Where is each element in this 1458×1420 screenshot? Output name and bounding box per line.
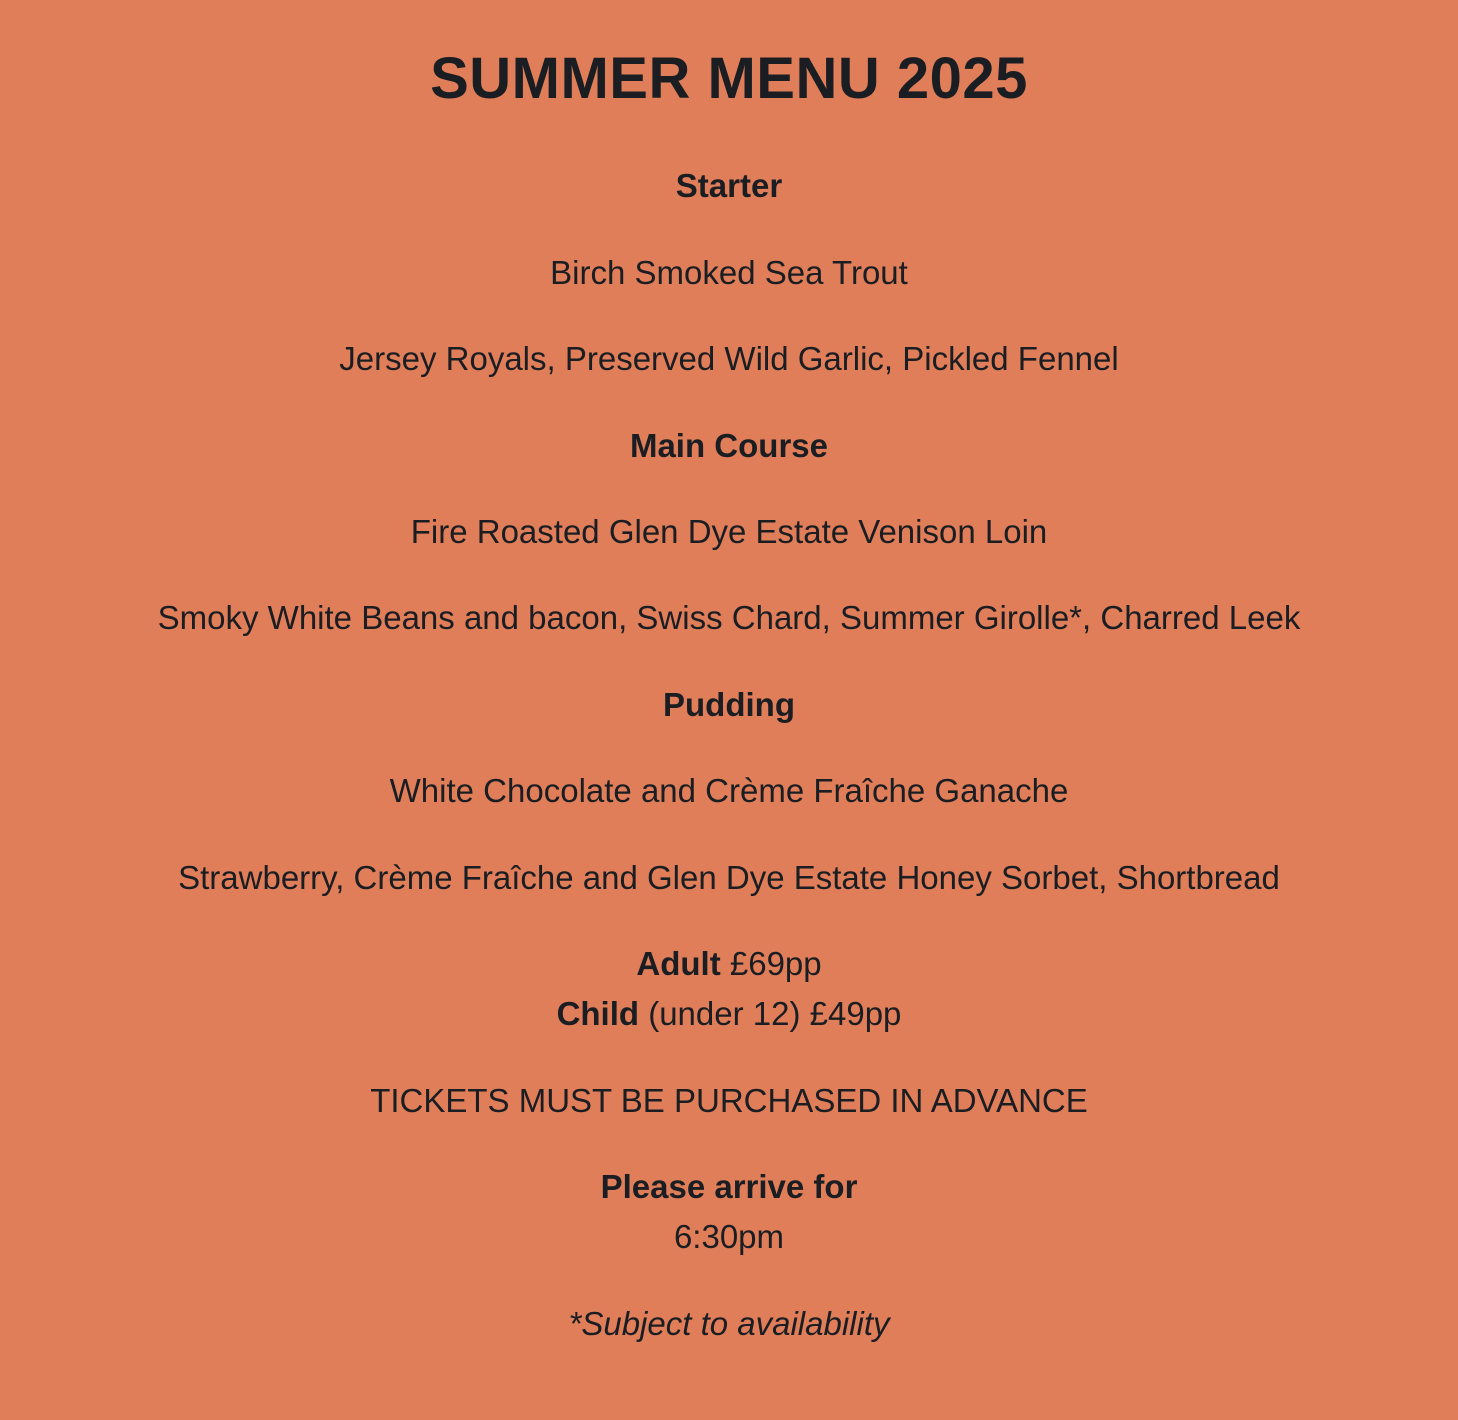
course-heading-pudding: Pudding <box>663 686 795 723</box>
adult-price-line <box>0 942 1458 986</box>
course-heading-main: Main Course <box>629 427 829 464</box>
adult-price: £69pp <box>729 945 822 982</box>
adult-label: Adult <box>636 945 721 982</box>
course-accompaniments-starter: Jersey Royals, Preserved Wild Garlic, Pickled Fennel <box>339 340 1119 377</box>
arrival-time: 6:30pm <box>673 1218 785 1255</box>
arrival-label: Please arrive for <box>600 1168 858 1205</box>
course-accompaniments-main: Smoky White Beans and bacon, Swiss Chard, Summer Girolle*, Charred Leek <box>157 599 1301 636</box>
menu-title: SUMMER MENU 2025 <box>430 46 1028 111</box>
availability-footnote: *Subject to availability <box>568 1305 890 1342</box>
advance-ticket-notice: TICKETS MUST BE PURCHASED IN ADVANCE <box>370 1082 1088 1119</box>
course-dish-starter: Birch Smoked Sea Trout <box>550 254 908 291</box>
course-heading-starter: Starter <box>675 167 783 204</box>
course-accompaniments-pudding: Strawberry, Crème Fraîche and Glen Dye Estate Honey Sorbet, Shortbread <box>178 859 1280 896</box>
child-label: Child <box>556 995 640 1032</box>
course-dish-main: Fire Roasted Glen Dye Estate Venison Loin <box>410 513 1048 550</box>
course-dish-pudding: White Chocolate and Crème Fraîche Ganache <box>389 772 1069 809</box>
child-price-line <box>0 992 1458 1036</box>
child-price: (under 12) £49pp <box>648 995 902 1032</box>
